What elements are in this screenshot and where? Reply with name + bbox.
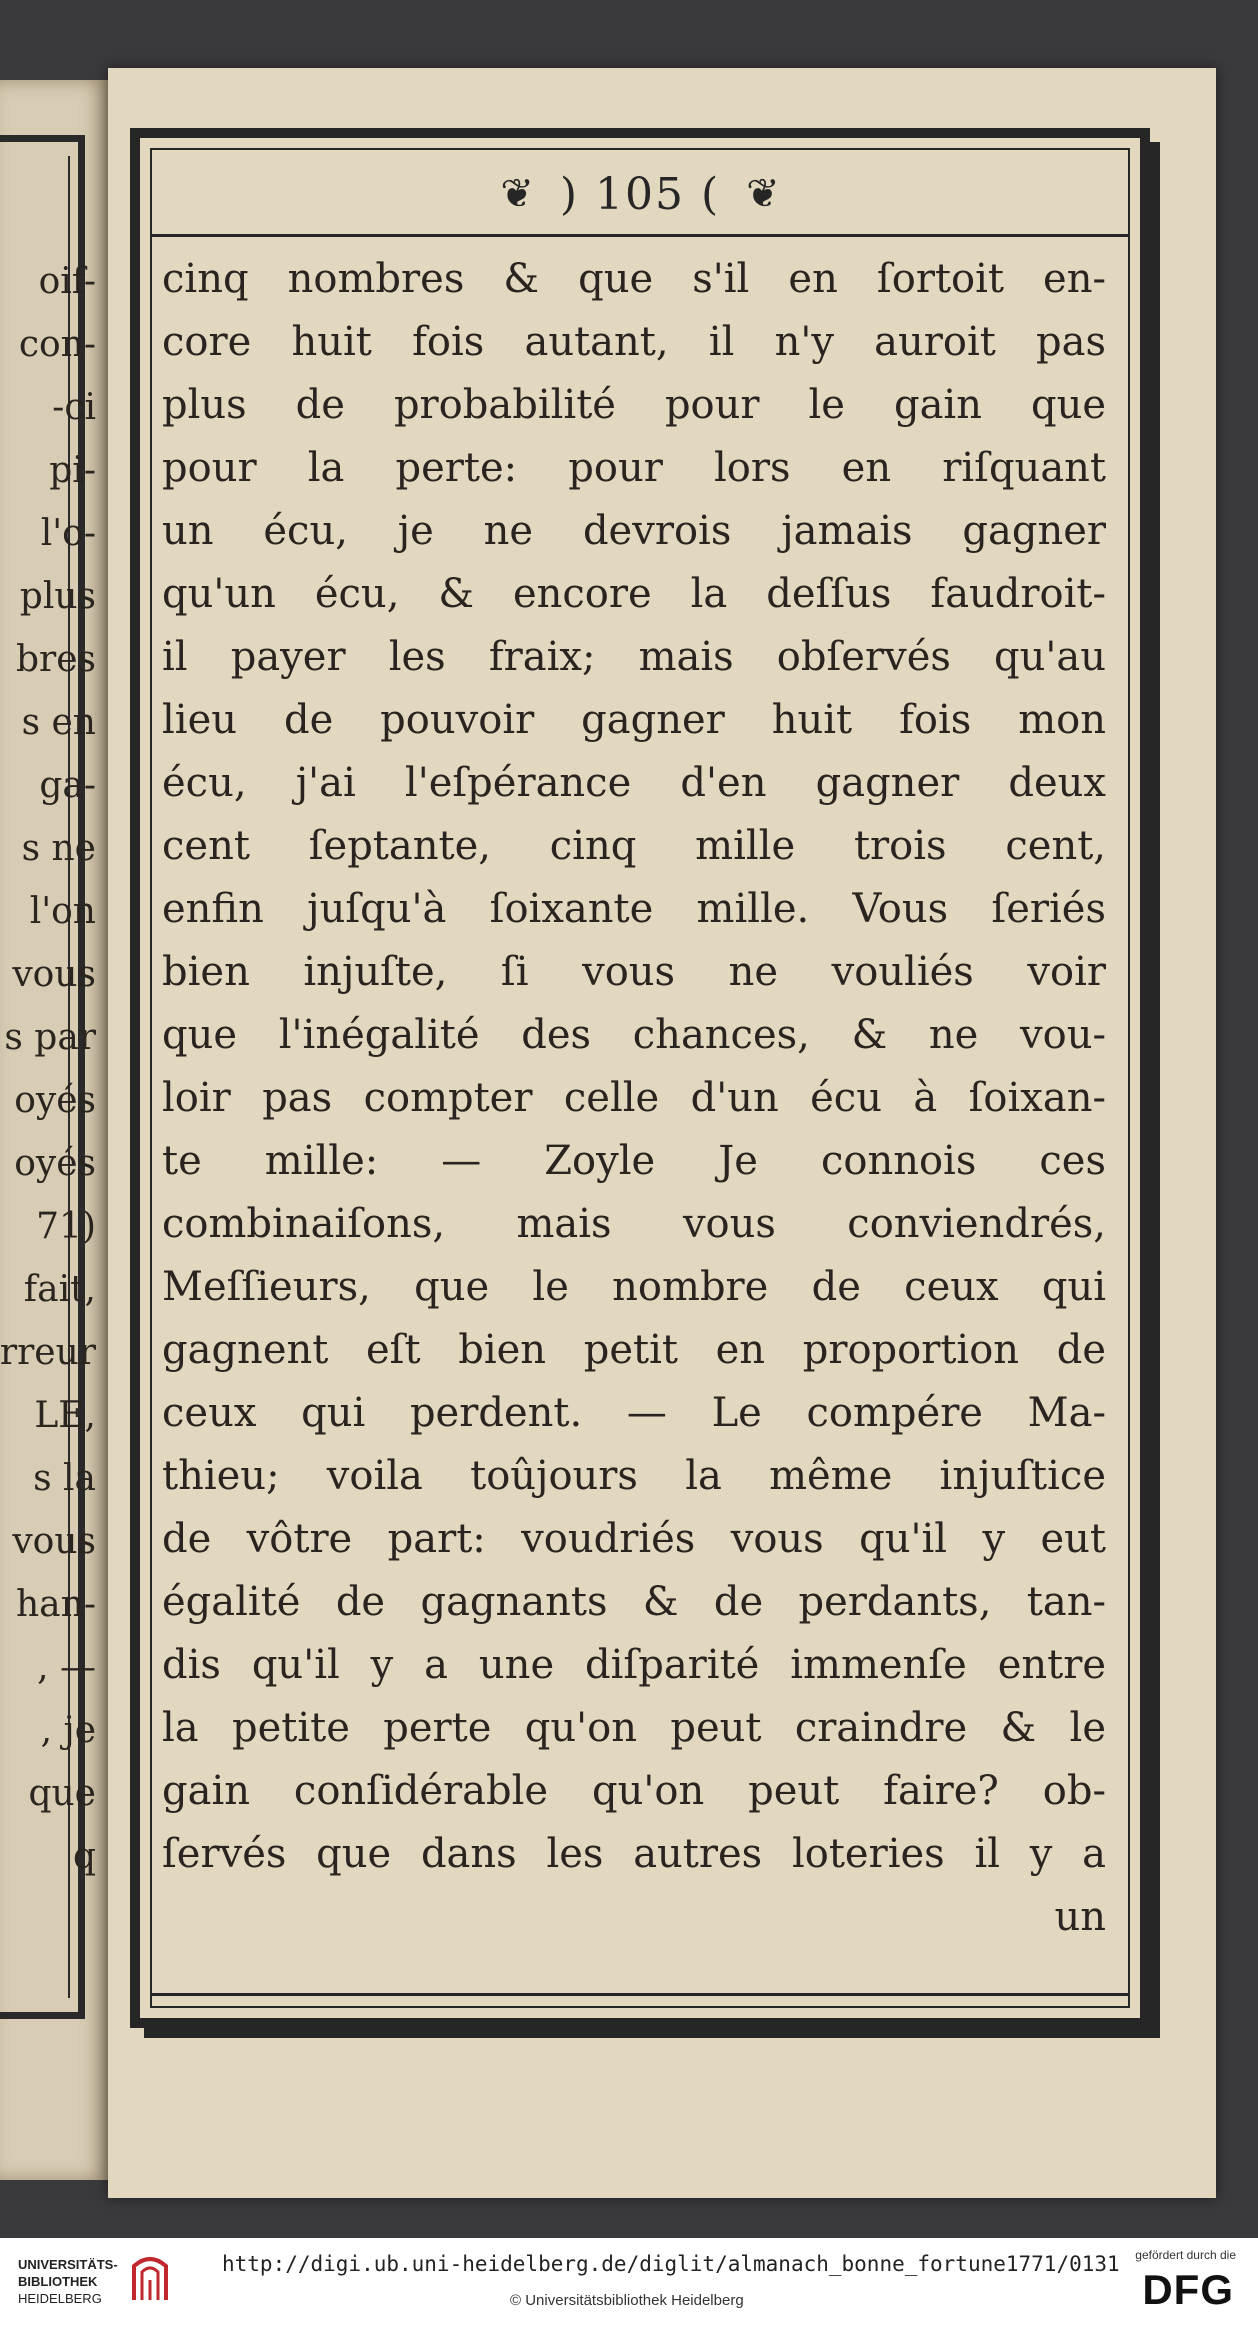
left-page-fragment: s en	[21, 702, 96, 743]
text-line: Meſſieurs, que le nombre de ceux qui	[162, 1264, 1106, 1310]
left-page-fragment: oyés	[14, 1080, 96, 1121]
left-page-fragment: oyés	[14, 1143, 96, 1184]
text-line: écu, j'ai l'eſpérance d'en gagner deux	[162, 760, 1106, 806]
page-number: ) 105 (	[559, 168, 721, 220]
text-line: la petite perte qu'on peut craindre & le	[162, 1705, 1106, 1751]
text-line: combinaiſons, mais vous conviendrés,	[162, 1201, 1106, 1247]
left-page-fragment: s par	[4, 1017, 96, 1058]
left-page-fragment: vous	[12, 954, 96, 995]
text-line: dis qu'il y a une diſparité immenſe entre	[162, 1642, 1106, 1688]
text-line: qu'un écu, & encore la deſſus faudroit-	[162, 571, 1106, 617]
institution-line-1: UNIVERSITÄTS-	[18, 2257, 118, 2272]
text-line: cent ſeptante, cinq mille trois cent,	[162, 823, 1106, 869]
text-line: de vôtre part: voudriés vous qu'il y eut	[162, 1516, 1106, 1562]
library-logo-text	[18, 2256, 118, 2307]
viewer-footer-bar	[0, 2238, 1258, 2326]
text-line: plus de probabilité pour le gain que	[162, 382, 1106, 428]
running-header	[152, 164, 1128, 224]
left-fleuron-icon: ❦	[500, 171, 534, 217]
left-page-fragment: s la	[33, 1458, 96, 1499]
left-page-fragment: , —	[37, 1647, 96, 1688]
institution-line-2: BIBLIOTHEK	[18, 2274, 98, 2289]
left-page-fragment: vous	[12, 1521, 96, 1562]
book-page	[108, 68, 1216, 2198]
left-page-fragment: fait,	[23, 1269, 96, 1310]
left-page-fragment: l'on	[29, 891, 96, 932]
dfg-logo: DFG	[1142, 2266, 1234, 2313]
text-line: ſervés que dans les autres loteries il y a	[162, 1831, 1106, 1877]
left-page-fragment: -ci	[52, 387, 96, 428]
left-page-fragment: han-	[16, 1584, 96, 1625]
text-line: enfin juſqu'à ſoixante mille. Vous ſeriés	[162, 886, 1106, 932]
institution-line-3: HEIDELBERG	[18, 2291, 102, 2306]
left-page-fragment: l'o-	[40, 513, 96, 554]
text-line: gain conſidérable qu'on peut faire? ob-	[162, 1768, 1106, 1814]
left-page-fragment: ga-	[39, 765, 96, 806]
left-page-fragment: q	[72, 1836, 96, 1877]
text-line: ceux qui perdent. — Le compére Ma-	[162, 1390, 1106, 1436]
left-page-fragment: oif-	[38, 261, 96, 302]
copyright-notice: © Universitätsbibliothek Heidelberg	[510, 2292, 744, 2309]
left-page-fragment: , je	[40, 1710, 96, 1751]
bottom-rule	[152, 1993, 1128, 1996]
left-page-fragment: s ne	[21, 828, 96, 869]
left-page-fragment: LE,	[34, 1395, 96, 1436]
left-page-fragment: 71)	[36, 1206, 96, 1247]
left-page-fragment: pi-	[49, 450, 96, 491]
left-page-fragment: rreur	[0, 1332, 96, 1373]
text-line: te mille: — Zoyle Je connois ces	[162, 1138, 1106, 1184]
text-line: core huit fois autant, il n'y auroit pas	[162, 319, 1106, 365]
text-line: thieu; voila toûjours la même injuſtice	[162, 1453, 1106, 1499]
text-line: que l'inégalité des chances, & ne vou-	[162, 1012, 1106, 1058]
body-text	[162, 248, 1106, 1949]
header-rule	[152, 234, 1128, 237]
text-line: loir pas compter celle d'un écu à ſoixan-	[162, 1075, 1106, 1121]
page-border-frame	[130, 128, 1150, 2028]
left-page-text-fragments	[0, 250, 96, 1888]
text-line: cinq nombres & que s'il en ſortoit en-	[162, 256, 1106, 302]
text-line: pour la perte: pour lors en riſquant	[162, 445, 1106, 491]
left-page-fragment: con-	[18, 324, 96, 365]
left-page-fragment: plus	[19, 576, 96, 617]
page-url-link[interactable]: http://digi.ub.uni-heidelberg.de/diglit/almanach_bonne_fortune1771/0131	[222, 2252, 1120, 2276]
catchword: un	[1054, 1894, 1106, 1940]
page-border-inner	[150, 148, 1130, 2008]
funding-caption: gefördert durch die	[1135, 2248, 1236, 2262]
text-line: bien injuſte, ſi vous ne vouliés voir	[162, 949, 1106, 995]
right-fleuron-icon: ❦	[746, 171, 780, 217]
text-line: un écu, je ne devrois jamais gagner	[162, 508, 1106, 554]
library-seal-icon	[128, 2250, 172, 2306]
left-page-fragment: bres	[15, 639, 96, 680]
left-neighbour-page	[0, 80, 108, 2180]
text-line: il payer les fraix; mais obſervés qu'au	[162, 634, 1106, 680]
text-line: gagnent eſt bien petit en proportion de	[162, 1327, 1106, 1373]
text-line: lieu de pouvoir gagner huit fois mon	[162, 697, 1106, 743]
text-line: égalité de gagnants & de perdants, tan-	[162, 1579, 1106, 1625]
left-page-fragment: que	[28, 1773, 96, 1814]
